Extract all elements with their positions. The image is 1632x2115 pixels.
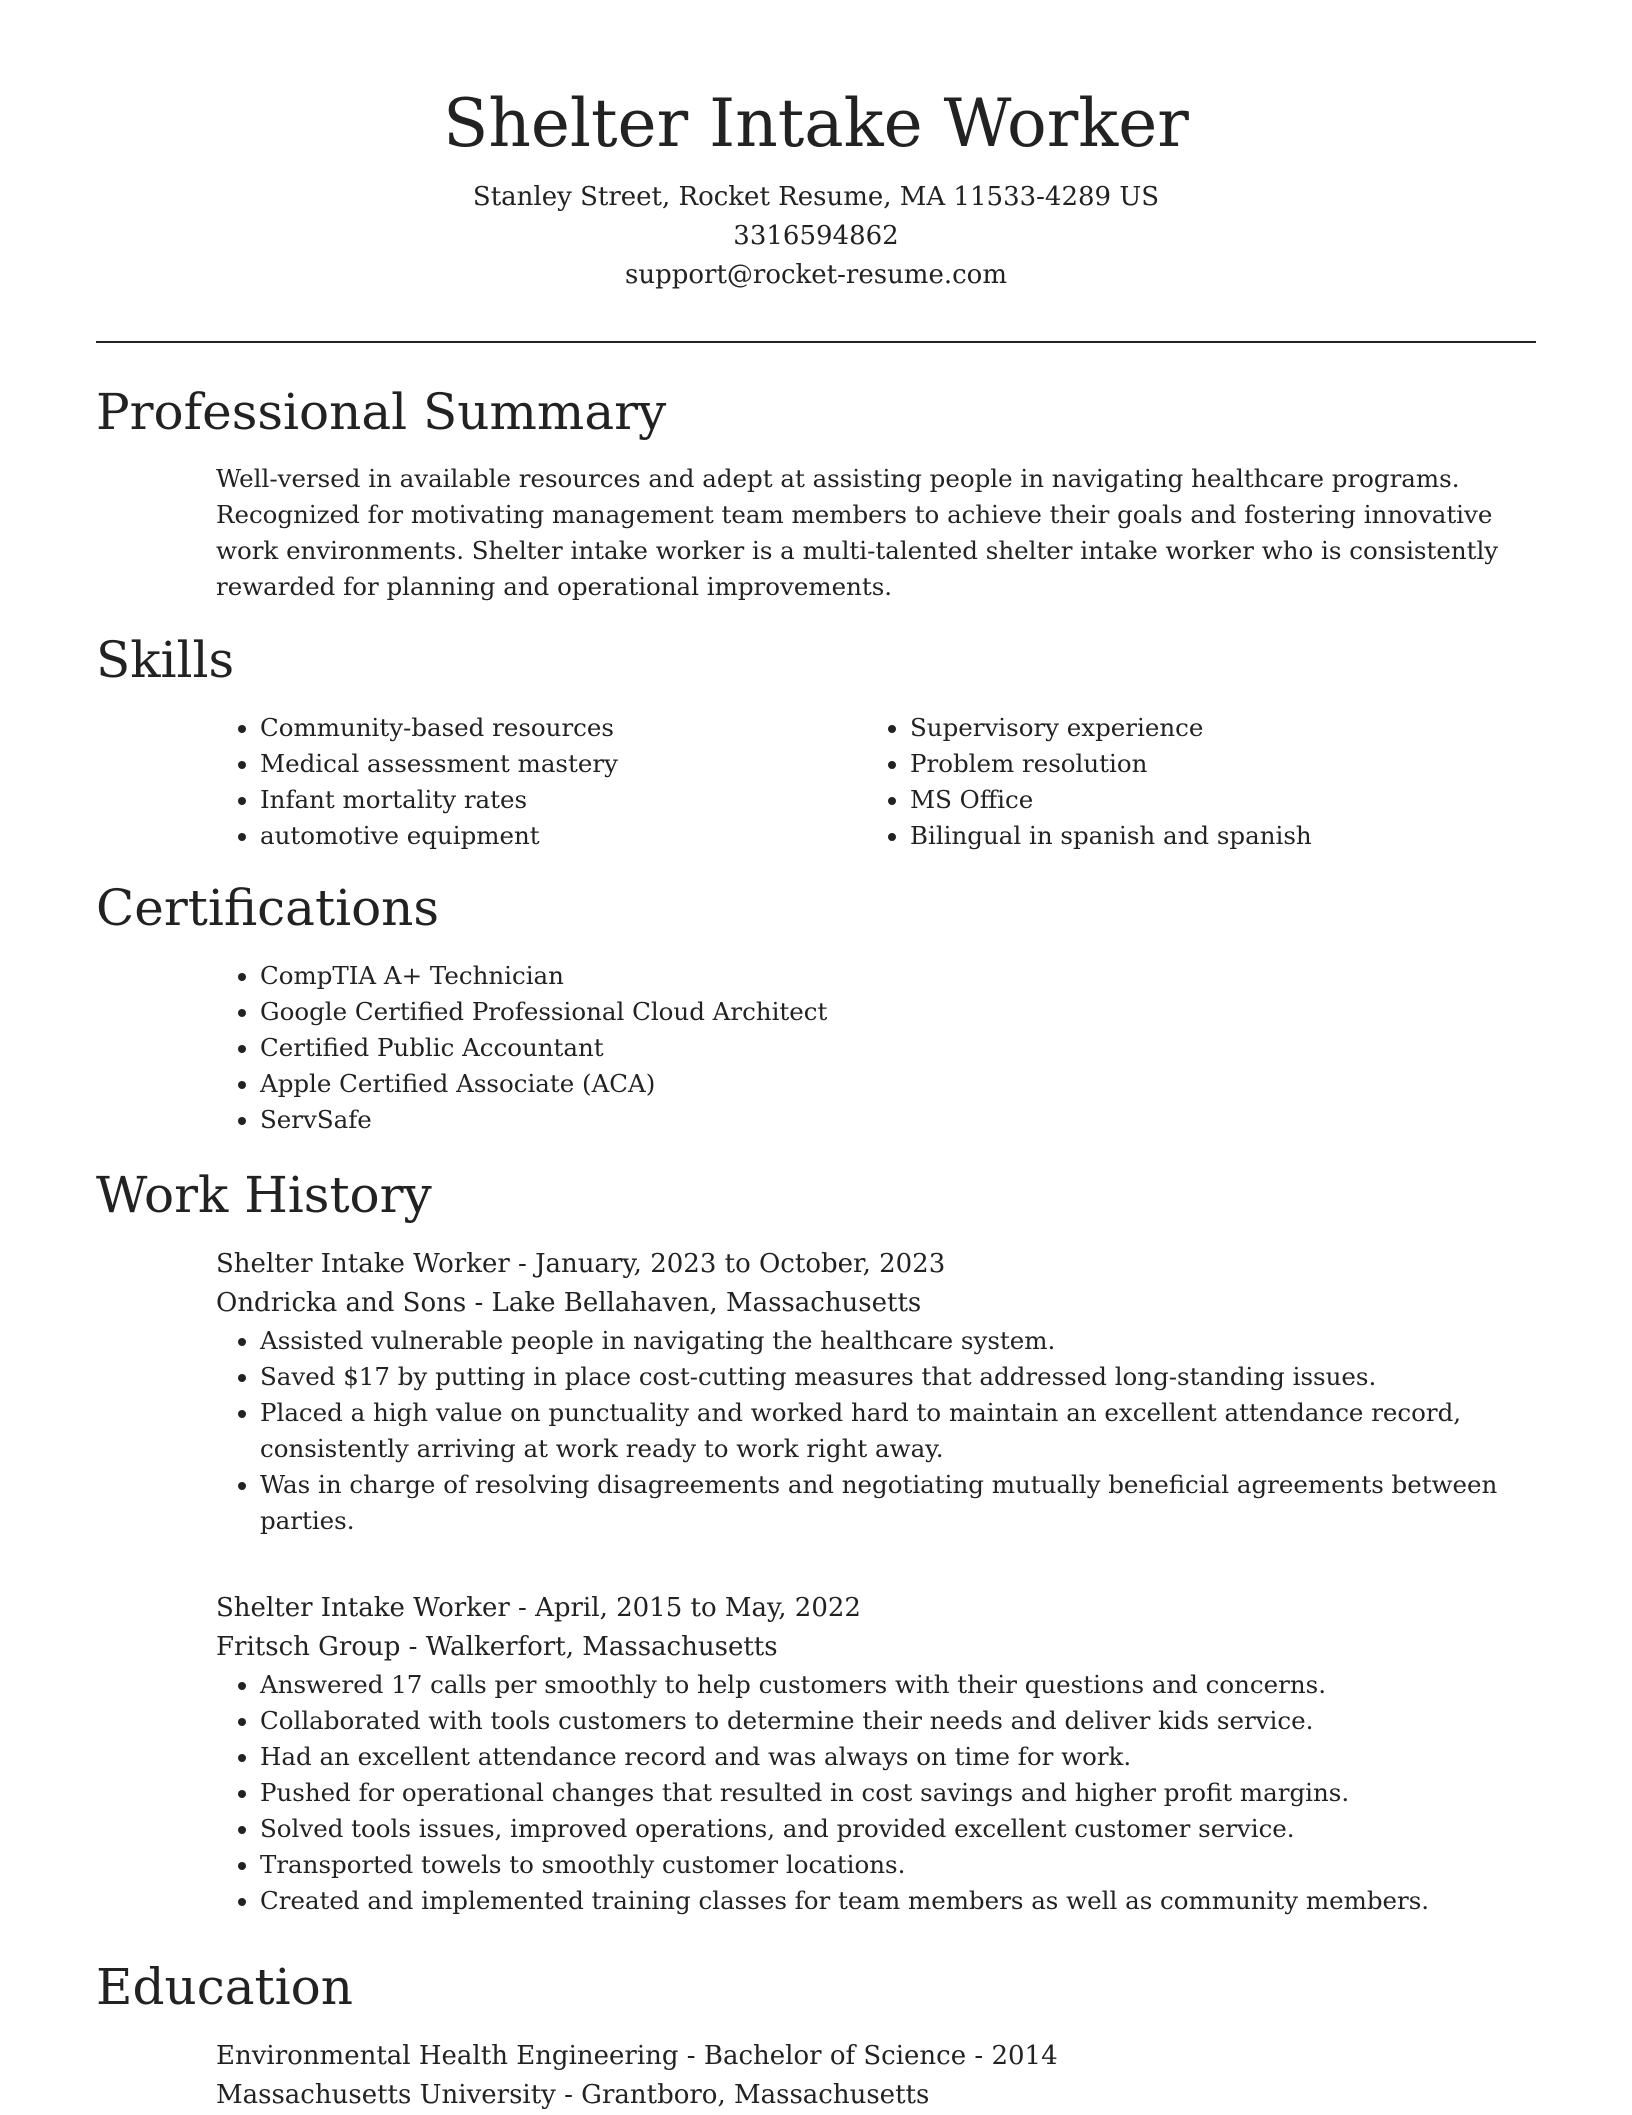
summary-heading: Professional Summary: [96, 383, 667, 441]
summary-text: Well-versed in available resources and adept at assisting people in navigating healthcare programs. Recognized for motivating management team members to achieve their goals and fostering innovative work environments. Shelter intake worker is a multi-talented shelter intake worker who is consistently rewarded for planning and operational improvements.: [216, 464, 1499, 601]
education-entry: [216, 2037, 1536, 2115]
skills-column-right: [866, 710, 1466, 854]
job-duty-item: • Answered 17 calls per smoothly to help customers with their questions and concerns.: [260, 1667, 1536, 1703]
skill-item: • Supervisory experience: [910, 710, 1466, 746]
degree: Environmental Health Engineering - Bachelor of Science - 2014: [216, 2041, 1058, 2071]
skills-column-left: [216, 710, 816, 854]
job-company-location: Ondricka and Sons - Lake Bellahaven, Massachusetts: [216, 1288, 922, 1318]
job-duty-item: • Placed a high value on punctuality and worked hard to maintain an excellent attendance record, consistently arriving at work ready to work right away.: [260, 1395, 1536, 1467]
job-duty-item: • Transported towels to smoothly customer locations.: [260, 1847, 1536, 1883]
job-duty-item: • Saved $17 by putting in place cost-cutting measures that addressed long-standing issues.: [260, 1359, 1536, 1395]
job-duty-item: • Pushed for operational changes that resulted in cost savings and higher profit margins.: [260, 1775, 1536, 1811]
skill-item: • Medical assessment mastery: [260, 746, 816, 782]
certification-item: • ServSafe: [260, 1102, 1216, 1138]
skill-item: • Community-based resources: [260, 710, 816, 746]
contact-info: [96, 178, 1536, 295]
skill-item: • MS Office: [910, 782, 1466, 818]
school: Massachusetts University - Grantboro, Massachusetts: [216, 2080, 930, 2110]
header-divider: [96, 341, 1536, 343]
email: support@rocket-resume.com: [624, 260, 1007, 290]
certifications-list: [216, 958, 1216, 1138]
resume-header: [96, 78, 1536, 295]
candidate-name: Shelter Intake Worker: [443, 85, 1189, 162]
job-entry: [216, 1589, 1536, 1919]
certifications-heading: Certifications: [96, 879, 440, 937]
job-duty-item: • Created and implemented training classes for team members as well as community members.: [260, 1883, 1536, 1919]
address: Stanley Street, Rocket Resume, MA 11533-4289 US: [472, 182, 1160, 212]
certification-item: • CompTIA A+ Technician: [260, 958, 1216, 994]
phone: 3316594862: [733, 221, 899, 251]
job-duties: [216, 1667, 1536, 1919]
job-duties: [216, 1323, 1536, 1539]
job-duty-item: • Solved tools issues, improved operations, and provided excellent customer service.: [260, 1811, 1536, 1847]
certification-item: • Google Certified Professional Cloud Architect: [260, 994, 1216, 1030]
job-title-dates: Shelter Intake Worker - January, 2023 to October, 2023: [216, 1249, 946, 1279]
certification-item: • Apple Certified Associate (ACA): [260, 1066, 1216, 1102]
skill-item: • automotive equipment: [260, 818, 816, 854]
skill-item: • Problem resolution: [910, 746, 1466, 782]
job-duty-item: • Had an excellent attendance record and was always on time for work.: [260, 1739, 1536, 1775]
skills-heading: Skills: [96, 631, 235, 689]
job-company-location: Fritsch Group - Walkerfort, Massachusetts: [216, 1632, 778, 1662]
job-duty-item: • Assisted vulnerable people in navigating the healthcare system.: [260, 1323, 1536, 1359]
certification-item: • Certified Public Accountant: [260, 1030, 1216, 1066]
job-title-dates: Shelter Intake Worker - April, 2015 to May, 2022: [216, 1593, 861, 1623]
job-duty-item: • Was in charge of resolving disagreements and negotiating mutually beneficial agreements between parties.: [260, 1467, 1536, 1539]
job-entry: [216, 1245, 1536, 1539]
work-history-heading: Work History: [96, 1166, 432, 1224]
education-heading: Education: [96, 1958, 353, 2016]
skill-item: • Bilingual in spanish and spanish: [910, 818, 1466, 854]
skill-item: • Infant mortality rates: [260, 782, 816, 818]
job-duty-item: • Collaborated with tools customers to determine their needs and deliver kids service.: [260, 1703, 1536, 1739]
